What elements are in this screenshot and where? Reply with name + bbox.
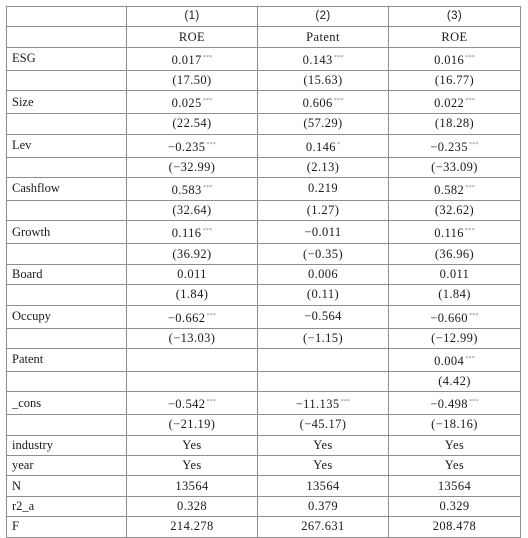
- tstat-row-size: [7, 114, 521, 134]
- t-stat-cell: (16.77): [389, 70, 521, 90]
- coef-row-esg: [7, 47, 521, 70]
- coef-value: 0.143: [302, 52, 333, 67]
- coef-value: 0.582: [434, 182, 465, 197]
- significance-stars: ***: [202, 97, 213, 105]
- tstat-row-occupy: [7, 328, 521, 348]
- significance-stars: *: [336, 140, 341, 148]
- t-stat-cell: (36.96): [389, 244, 521, 264]
- coef-value: 0.011: [439, 266, 470, 281]
- fixed-effect-value: Yes: [258, 435, 389, 455]
- t-stat-cell: (−45.17): [258, 415, 389, 435]
- coef-cell: [258, 134, 389, 157]
- significance-stars: ***: [468, 398, 479, 406]
- significance-stars: ***: [202, 183, 213, 191]
- coef-cell: [127, 348, 258, 371]
- t-stat-cell: [127, 371, 258, 391]
- significance-stars: ***: [202, 227, 213, 235]
- coef-cell: [127, 392, 258, 415]
- coef-value: 0.006: [307, 266, 339, 281]
- t-stat-cell: (32.64): [127, 200, 258, 220]
- coef-cell: [389, 305, 521, 328]
- t-stat-cell: (1.84): [127, 285, 258, 305]
- coef-row-board: [7, 264, 521, 284]
- coef-value: 0.011: [177, 266, 207, 281]
- t-stat-cell: (−12.99): [389, 328, 521, 348]
- coef-cell: [127, 91, 258, 114]
- t-stat-cell: (36.92): [127, 244, 258, 264]
- coef-value: 0.219: [307, 181, 339, 196]
- tstat-label-empty: [7, 157, 127, 177]
- t-stat-cell: (18.28): [389, 114, 521, 134]
- tstat-label-empty: [7, 285, 127, 305]
- coef-cell: [258, 264, 389, 284]
- coef-cell: [127, 221, 258, 244]
- tstat-label-empty: [7, 114, 127, 134]
- coef-value: 0.146: [305, 139, 336, 154]
- fixed-effect-value: Yes: [127, 435, 258, 455]
- stat-row-f: [7, 517, 521, 537]
- column-number-2: (2): [258, 7, 389, 27]
- fixed-effect-value: Yes: [389, 456, 521, 476]
- coef-cell: [389, 134, 521, 157]
- t-stat-cell: [258, 371, 389, 391]
- coef-row-occupy: [7, 305, 521, 328]
- significance-stars: ***: [465, 354, 475, 362]
- coef-value: −0.662: [167, 310, 206, 325]
- significance-stars: ***: [340, 398, 351, 406]
- variable-label: Occupy: [7, 305, 127, 328]
- coef-value: 0.606: [302, 96, 333, 111]
- coef-value: −0.564: [304, 309, 342, 324]
- coef-value: 0.116: [171, 226, 202, 241]
- significance-stars: ***: [465, 97, 475, 105]
- coef-value: 0.025: [171, 96, 202, 111]
- stat-row-r2-a: [7, 496, 521, 516]
- variable-label: _cons: [7, 392, 127, 415]
- t-stat-cell: (17.50): [127, 70, 258, 90]
- tstat-row-cashflow: [7, 200, 521, 220]
- coef-value: 0.004: [434, 353, 465, 368]
- tstat-label-empty: [7, 244, 127, 264]
- stat-value: 0.329: [389, 496, 521, 516]
- coef-cell: [389, 177, 521, 200]
- coef-row-cons: [7, 392, 521, 415]
- coef-value: 0.022: [434, 96, 465, 111]
- coef-row-size: [7, 91, 521, 114]
- stat-value: 13564: [127, 476, 258, 496]
- variable-label: Board: [7, 264, 127, 284]
- coef-cell: [127, 47, 258, 70]
- fixed-effect-label: industry: [7, 435, 127, 455]
- column-number-3: (3): [389, 7, 521, 27]
- coef-cell: [258, 305, 389, 328]
- coef-value: 0.583: [171, 182, 202, 197]
- t-stat-cell: (−0.35): [258, 244, 389, 264]
- stat-value: 267.631: [258, 517, 389, 537]
- header-empty-cell: [7, 7, 127, 27]
- coef-value: −0.660: [430, 310, 468, 325]
- fixed-effect-label: year: [7, 456, 127, 476]
- header-empty-cell: [7, 27, 127, 47]
- stat-value: 214.278: [127, 517, 258, 537]
- tstat-label-empty: [7, 328, 127, 348]
- coef-cell: [258, 392, 389, 415]
- t-stat-cell: (−32.99): [127, 157, 258, 177]
- fixed-effect-value: Yes: [389, 435, 521, 455]
- variable-label: Cashflow: [7, 177, 127, 200]
- significance-stars: ***: [333, 97, 344, 105]
- regression-table-body: [7, 7, 521, 538]
- significance-stars: ***: [206, 398, 217, 406]
- t-stat-cell: (−18.16): [389, 415, 521, 435]
- t-stat-cell: (0.11): [258, 285, 389, 305]
- coef-value: −11.135: [295, 397, 340, 412]
- header-row-column-numbers: [7, 7, 521, 27]
- coef-cell: [389, 47, 521, 70]
- tstat-row-board: [7, 285, 521, 305]
- dependent-variable-3: ROE: [389, 27, 521, 47]
- t-stat-cell: (22.54): [127, 114, 258, 134]
- fixed-effect-row-year: [7, 456, 521, 476]
- coef-row-lev: [7, 134, 521, 157]
- stat-value: 0.328: [127, 496, 258, 516]
- tstat-label-empty: [7, 70, 127, 90]
- coef-cell: [389, 348, 521, 371]
- variable-label: Patent: [7, 348, 127, 371]
- t-stat-cell: (32.62): [389, 200, 521, 220]
- coef-value: 0.116: [434, 226, 464, 241]
- coef-cell: [258, 177, 389, 200]
- tstat-row-cons: [7, 415, 521, 435]
- significance-stars: ***: [465, 53, 475, 61]
- coef-cell: [258, 47, 389, 70]
- coef-value: −0.498: [430, 397, 468, 412]
- tstat-row-esg: [7, 70, 521, 90]
- significance-stars: ***: [206, 311, 217, 319]
- header-row-dependent-variables: [7, 27, 521, 47]
- coef-row-growth: [7, 221, 521, 244]
- coef-cell: [258, 221, 389, 244]
- tstat-label-empty: [7, 200, 127, 220]
- fixed-effect-value: Yes: [258, 456, 389, 476]
- coef-cell: [127, 305, 258, 328]
- stat-row-n: [7, 476, 521, 496]
- significance-stars: ***: [202, 53, 213, 61]
- variable-label: Lev: [7, 134, 127, 157]
- fixed-effect-row-industry: [7, 435, 521, 455]
- coef-value: −0.542: [167, 397, 206, 412]
- coef-cell: [258, 91, 389, 114]
- variable-label: Growth: [7, 221, 127, 244]
- fixed-effect-value: Yes: [127, 456, 258, 476]
- coef-row-patent: [7, 348, 521, 371]
- tstat-label-empty: [7, 415, 127, 435]
- t-stat-cell: (−21.19): [127, 415, 258, 435]
- t-stat-cell: (2.13): [258, 157, 389, 177]
- coef-value: −0.235: [167, 139, 206, 154]
- stat-value: 208.478: [389, 517, 521, 537]
- significance-stars: ***: [465, 183, 475, 191]
- coef-cell: [389, 264, 521, 284]
- stat-value: 0.379: [258, 496, 389, 516]
- regression-table: [6, 6, 521, 538]
- coef-cell: [127, 177, 258, 200]
- coef-cell: [127, 134, 258, 157]
- t-stat-cell: (57.29): [258, 114, 389, 134]
- variable-label: ESG: [7, 47, 127, 70]
- t-stat-cell: (1.84): [389, 285, 521, 305]
- stat-value: 13564: [258, 476, 389, 496]
- stat-label: r2_a: [7, 496, 127, 516]
- dependent-variable-2: Patent: [258, 27, 389, 47]
- coef-value: 0.016: [434, 52, 465, 67]
- coef-cell: [389, 221, 521, 244]
- t-stat-cell: (−33.09): [389, 157, 521, 177]
- column-number-1: (1): [127, 7, 258, 27]
- stat-label: F: [7, 517, 127, 537]
- significance-stars: ***: [206, 140, 217, 148]
- tstat-label-empty: [7, 371, 127, 391]
- coef-row-cashflow: [7, 177, 521, 200]
- t-stat-cell: (−13.03): [127, 328, 258, 348]
- tstat-row-growth: [7, 244, 521, 264]
- coef-value: 0.017: [171, 52, 202, 67]
- tstat-row-lev: [7, 157, 521, 177]
- significance-stars: ***: [464, 227, 475, 235]
- coef-value: −0.011: [304, 224, 342, 239]
- significance-stars: ***: [468, 311, 479, 319]
- stat-value: 13564: [389, 476, 521, 496]
- significance-stars: ***: [333, 53, 344, 61]
- coef-cell: [389, 91, 521, 114]
- t-stat-cell: (−1.15): [258, 328, 389, 348]
- dependent-variable-1: ROE: [127, 27, 258, 47]
- significance-stars: ***: [468, 140, 479, 148]
- tstat-row-patent: [7, 371, 521, 391]
- t-stat-cell: (1.27): [258, 200, 389, 220]
- coef-cell: [127, 264, 258, 284]
- stat-label: N: [7, 476, 127, 496]
- variable-label: Size: [7, 91, 127, 114]
- t-stat-cell: (15.63): [258, 70, 389, 90]
- coef-cell: [258, 348, 389, 371]
- t-stat-cell: (4.42): [389, 371, 521, 391]
- coef-value: −0.235: [430, 139, 468, 154]
- coef-cell: [389, 392, 521, 415]
